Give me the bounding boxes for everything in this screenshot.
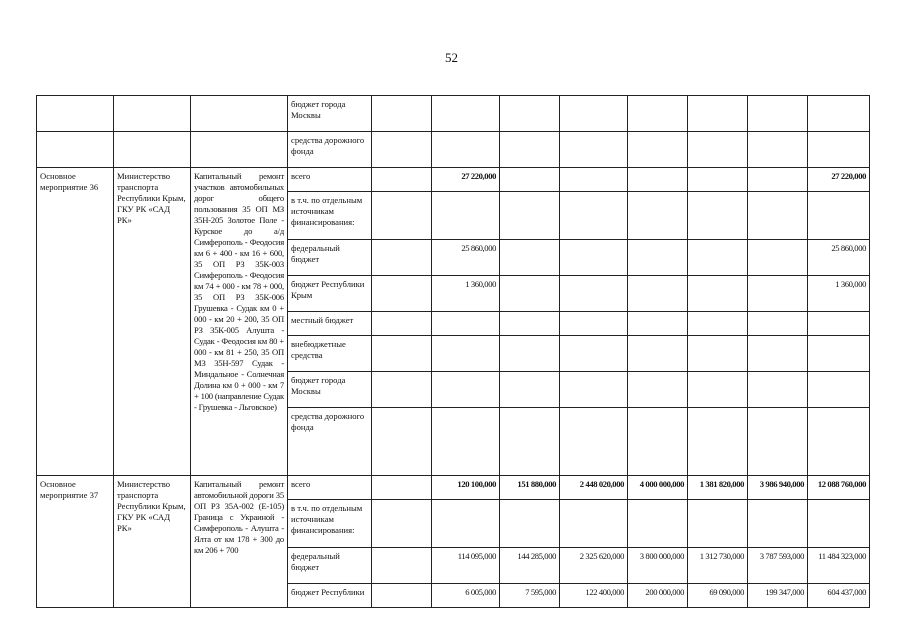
activity37-crimea-sum: 604 437,000 <box>808 584 870 608</box>
activity37-federal-4: 3 800 000,000 <box>628 548 688 584</box>
activity37-total-1: 120 100,000 <box>432 476 500 500</box>
source-road-fund: средства дорожного фонда <box>288 408 372 476</box>
activity37-federal-5: 1 312 730,000 <box>688 548 748 584</box>
activity37-total-sum: 12 088 760,000 <box>808 476 870 500</box>
activity37-crimea-5: 69 090,000 <box>688 584 748 608</box>
source-total: всего <box>288 168 372 192</box>
budget-table <box>36 95 870 608</box>
activity36-total-value: 27 220,000 <box>432 168 500 192</box>
source-total: всего <box>288 476 372 500</box>
activity37-crimea-6: 199 347,000 <box>748 584 808 608</box>
empty-cell <box>37 96 114 132</box>
activity36-name: Основное мероприятие 36 <box>37 168 114 476</box>
activity36-executor: Министерство транспорта Республики Крым, ГКУ РК «САД РК» <box>114 168 191 476</box>
activity37-total-5: 1 381 820,000 <box>688 476 748 500</box>
activity37-crimea-3: 122 400,000 <box>560 584 628 608</box>
empty-cell <box>191 96 288 132</box>
activity37-total-4: 4 000 000,000 <box>628 476 688 500</box>
source-incl: в т.ч. по отдельным источникам финансирования: <box>288 500 372 548</box>
activity37-crimea-2: 7 595,000 <box>500 584 560 608</box>
source-moscow: бюджет города Москвы <box>288 372 372 408</box>
activity37-crimea-4: 200 000,000 <box>628 584 688 608</box>
activity37-federal-6: 3 787 593,000 <box>748 548 808 584</box>
activity37-object: Капитальный ремонт автомобильной дороги 35 ОП РЗ 35А-002 (Е-105) Граница с Украиной - Симферополь - Алушта - Ялта от км 178 + 300 до км 206 + 700 <box>191 476 288 608</box>
table-row <box>37 168 870 192</box>
source-crimea-short: бюджет Республики <box>288 584 372 608</box>
activity36-total-sum: 27 220,000 <box>808 168 870 192</box>
activity37-total-6: 3 986 940,000 <box>748 476 808 500</box>
activity36-federal-value: 25 860,000 <box>432 240 500 276</box>
activity37-executor: Министерство транспорта Республики Крым, ГКУ РК «САД РК» <box>114 476 191 608</box>
source-federal: федеральный бюджет <box>288 548 372 584</box>
source-extra: внебюджетные средства <box>288 336 372 372</box>
activity36-federal-sum: 25 860,000 <box>808 240 870 276</box>
activity37-federal-1: 114 095,000 <box>432 548 500 584</box>
source-federal: федеральный бюджет <box>288 240 372 276</box>
source-road-fund: средства дорожного фонда <box>288 132 372 168</box>
source-crimea: бюджет Республики Крым <box>288 276 372 312</box>
table-row <box>37 96 870 132</box>
source-local: местный бюджет <box>288 312 372 336</box>
activity36-crimea-value: 1 360,000 <box>432 276 500 312</box>
activity37-federal-3: 2 325 620,000 <box>560 548 628 584</box>
empty-cell <box>114 96 191 132</box>
activity37-total-2: 151 880,000 <box>500 476 560 500</box>
page-number: 52 <box>445 50 458 65</box>
activity36-object: Капитальный ремонт участков автомобильных дорог общего пользования 35 ОП МЗ 35Н-205 Золотое Поле - Курское до а/д Симферополь - Феодосия км 6 + 400 - км 16 + 600, 35 ОП РЗ 35К-003 Симферополь - Феодосия км 74 + 000 - км 78 + 000, 35 ОП РЗ 35К-006 Грушевка - Судак км 0 + 000 - км 20 + 200, 35 ОП РЗ 35К-005 Алушта - Судак - Феодосия км 80 + 000 - км 81 + 250, 35 ОП МЗ 35Н-597 Судак - Миндальное - Солнечная Долина км 0 + 000 - км 7 + 100 (направление Судак - Грушевка - Льговское) <box>191 168 288 476</box>
activity36-crimea-sum: 1 360,000 <box>808 276 870 312</box>
activity37-federal-sum: 11 484 323,000 <box>808 548 870 584</box>
activity37-crimea-1: 6 005,000 <box>432 584 500 608</box>
activity37-federal-2: 144 285,000 <box>500 548 560 584</box>
table-row <box>37 476 870 500</box>
table-row <box>37 132 870 168</box>
activity37-total-3: 2 448 020,000 <box>560 476 628 500</box>
source-moscow: бюджет города Москвы <box>288 96 372 132</box>
activity37-name: Основное мероприятие 37 <box>37 476 114 608</box>
source-incl: в т.ч. по отдельным источникам финансирования: <box>288 192 372 240</box>
